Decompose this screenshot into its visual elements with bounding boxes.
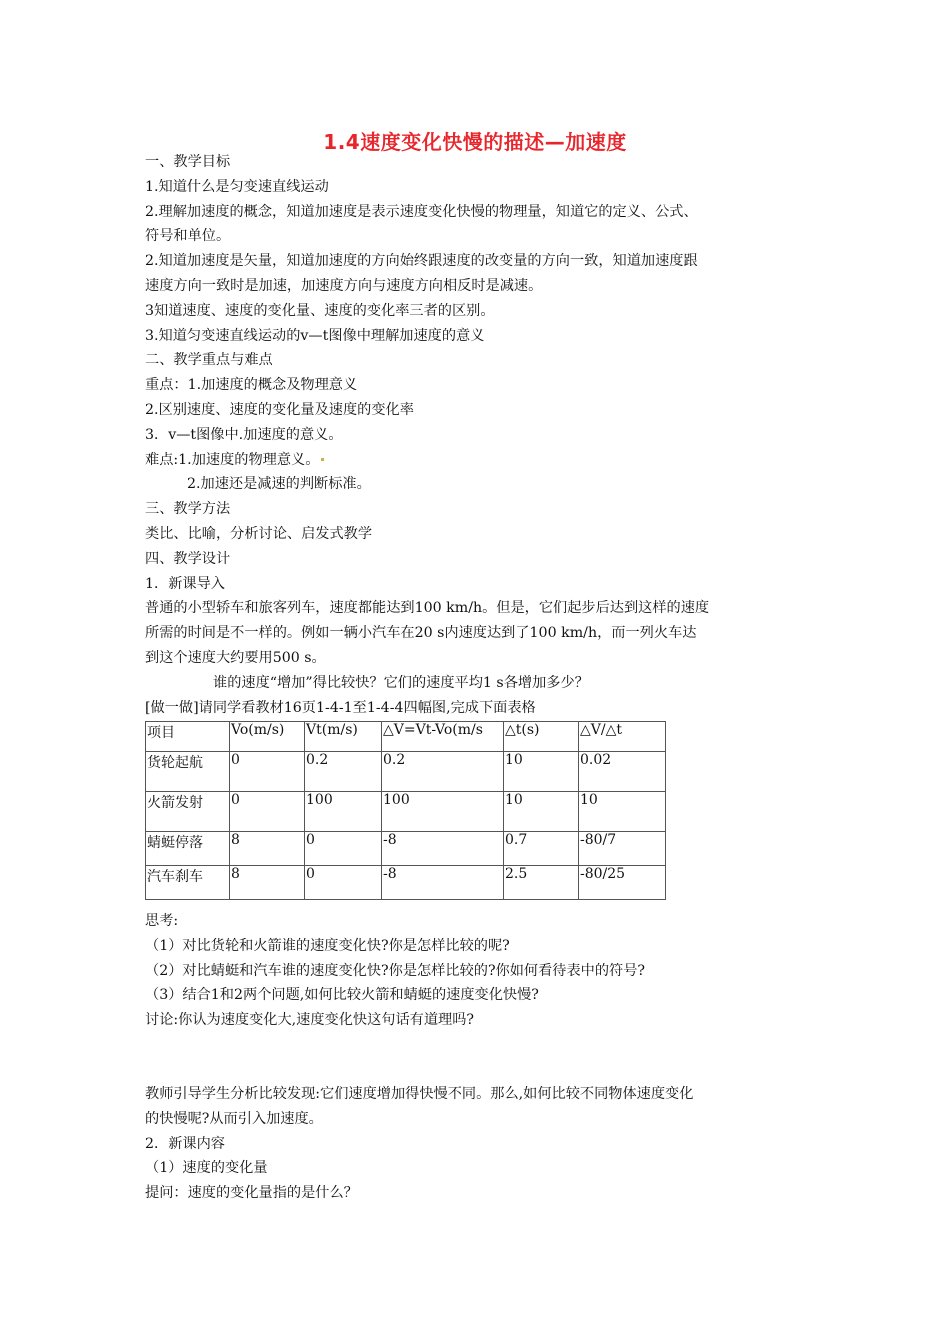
text-line: 符号和单位。: [145, 228, 231, 245]
text-line: （2）对比蜻蜓和汽车谁的速度变化快?你是怎样比较的?你如何看待表中的符号?: [145, 962, 646, 979]
body-text: [145, 150, 810, 720]
section-heading: 二、教学重点与难点: [145, 352, 273, 369]
table-header-cell: Vt(m/s): [305, 722, 382, 752]
text-line: 思考:: [145, 913, 179, 929]
text-line: （1）速度的变化量: [145, 1160, 268, 1177]
text-line: 2．新课内容: [145, 1135, 225, 1152]
difficulty-label: 难点:1.加速度的物理意义。: [145, 451, 320, 468]
text-line: 3．v—t图像中.加速度的意义。: [145, 426, 343, 443]
text-line: 速度方向一致时是加速，加速度方向与速度方向相反时是减速。: [145, 277, 543, 294]
section-heading: 三、教学方法: [145, 501, 231, 518]
table-cell: 0: [230, 792, 305, 832]
table-cell: -8: [382, 866, 504, 900]
table-cell: -80/25: [579, 866, 666, 900]
text-line: 普通的小型轿车和旅客列车，速度都能达到100 km/h。但是，它们起步后达到这样的速度: [145, 600, 710, 617]
text-line: （3）结合1和2两个问题,如何比较火箭和蜻蜓的速度变化快慢?: [145, 987, 539, 1004]
table-row: [146, 792, 666, 832]
table-cell: 10: [504, 792, 579, 832]
table-cell: 100: [382, 792, 504, 832]
text-line: 2.理解加速度的概念，知道加速度是表示速度变化快慢的物理量，知道它的定义、公式、: [145, 203, 698, 220]
text-line: 3.知道匀变速直线运动的v—t图像中理解加速度的意义: [145, 327, 485, 344]
table-cell: 汽车刹车: [146, 866, 230, 900]
table-cell: 100: [305, 792, 382, 832]
table-cell: 0: [305, 832, 382, 866]
text-line: （1）对比货轮和火箭谁的速度变化快?你是怎样比较的呢?: [145, 937, 510, 954]
table-cell: 0.02: [579, 752, 666, 792]
table-cell: -8: [382, 832, 504, 866]
table-cell: 火箭发射: [146, 792, 230, 832]
table-cell: 0.2: [382, 752, 504, 792]
table-cell: -80/7: [579, 832, 666, 866]
text-line: 2.加速还是减速的判断标准。: [187, 476, 371, 493]
text-line: 讨论:你认为速度变化大,速度变化快这句话有道理吗?: [145, 1012, 475, 1029]
text-line: 1.知道什么是匀变速直线运动: [145, 178, 329, 195]
section-heading: 一、教学目标: [145, 154, 231, 170]
text-line: 重点：1.加速度的概念及物理意义: [145, 377, 358, 394]
document-title: 1.4速度变化快慢的描述—加速度: [323, 130, 627, 154]
table-cell: 8: [230, 866, 305, 900]
text-line: 所需的时间是不一样的。例如一辆小汽车在20 s内速度达到了100 km/h，而一列火车达: [145, 625, 697, 642]
table-cell: 货轮起航: [146, 752, 230, 792]
table-header-cell: △V=Vt-Vo(m/s: [382, 722, 504, 752]
text-line: [145, 448, 810, 473]
lesson-continuation: [145, 1082, 810, 1206]
text-line: 谁的速度“增加”得比较快？它们的速度平均1 s各增加多少？: [213, 674, 589, 691]
table-header-cell: 项目: [146, 722, 230, 752]
table-cell: 蜻蜓停落: [146, 832, 230, 866]
table-cell: 2.5: [504, 866, 579, 900]
table-cell: 0: [230, 752, 305, 792]
text-line: 类比、比喻，分析讨论、启发式教学: [145, 525, 373, 542]
text-line: 2.知道加速度是矢量，知道加速度的方向始终跟速度的改变量的方向一致，知道加速度跟: [145, 253, 698, 270]
table-header-row: [146, 722, 666, 752]
text-line: 2.区别速度、速度的变化量及速度的变化率: [145, 401, 414, 418]
text-line: 3知道速度、速度的变化量、速度的变化率三者的区别。: [145, 302, 495, 319]
table-row: [146, 752, 666, 792]
table-cell: 0.7: [504, 832, 579, 866]
section-heading: 四、教学设计: [145, 550, 231, 567]
table-header-cell: △t(s): [504, 722, 579, 752]
thinking-questions: [145, 909, 810, 1033]
text-line: 教师引导学生分析比较发现:它们速度增加得快慢不同。那么,如何比较不同物体速度变化: [145, 1086, 694, 1102]
table-row: [146, 832, 666, 866]
table-cell: 0: [305, 866, 382, 900]
text-line: 1．新课导入: [145, 575, 225, 592]
table-cell: 10: [579, 792, 666, 832]
table-header-cell: Vo(m/s): [230, 722, 305, 752]
data-table: [145, 721, 666, 900]
text-line: [做一做]请同学看教材16页1-4-1至1-4-4四幅图,完成下面表格: [145, 699, 536, 716]
table-cell: 10: [504, 752, 579, 792]
text-line: 提问：速度的变化量指的是什么？: [145, 1185, 358, 1202]
table-header-cell: △V/△t: [579, 722, 666, 752]
text-line: 的快慢呢?从而引入加速度。: [145, 1110, 323, 1127]
stray-dot-mark: [321, 458, 324, 461]
table-cell: 8: [230, 832, 305, 866]
table-cell: 0.2: [305, 752, 382, 792]
text-line: 到这个速度大约要用500 s。: [145, 649, 326, 666]
table-row: [146, 866, 666, 900]
